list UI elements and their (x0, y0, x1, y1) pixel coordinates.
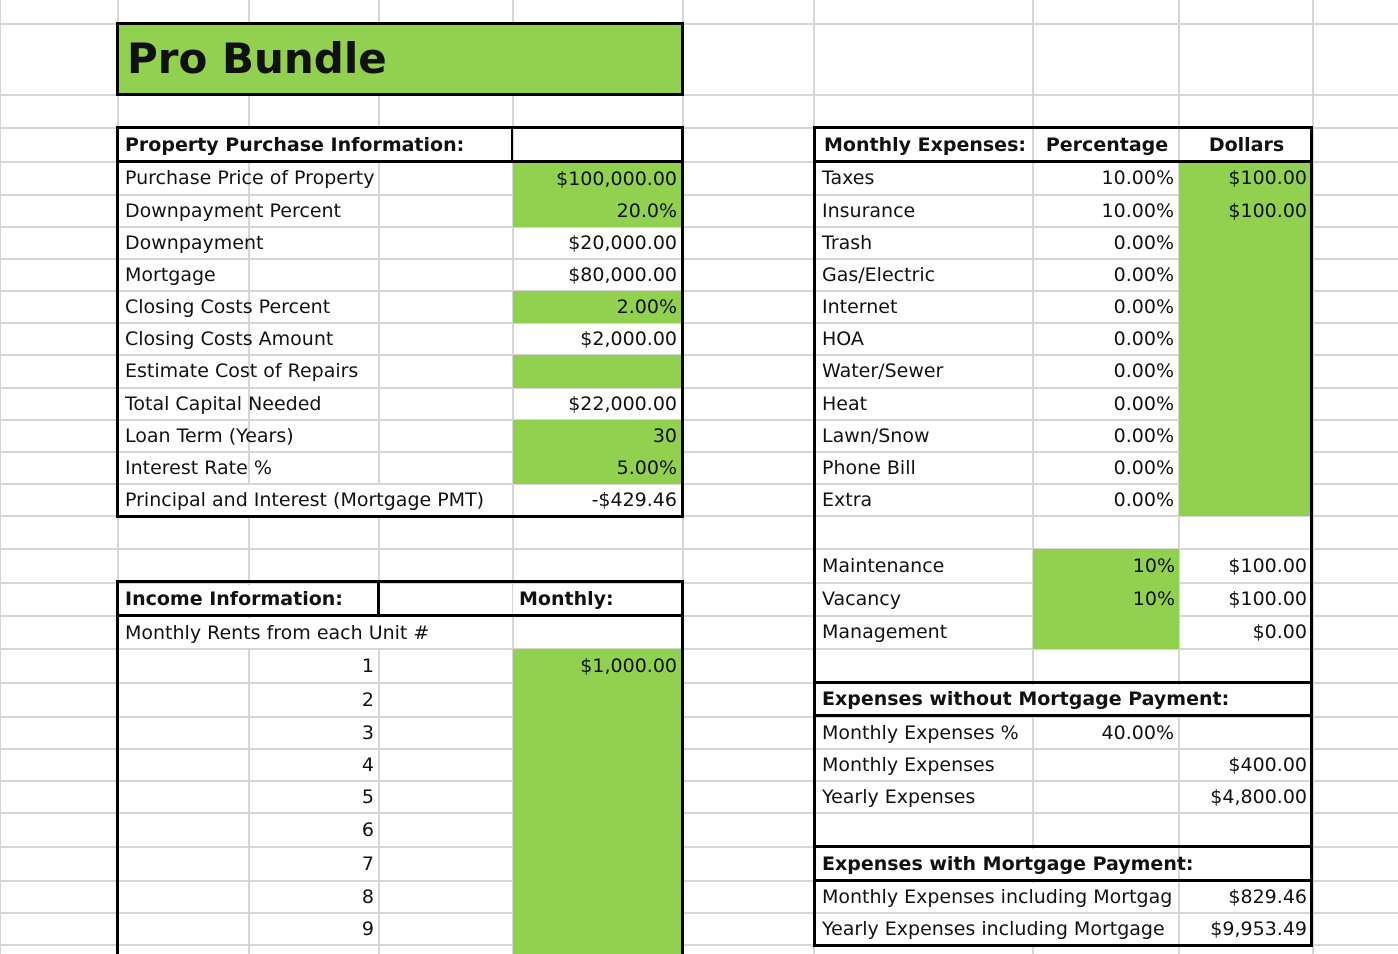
sheet-title-text: Pro Bundle (127, 34, 387, 83)
expense-label[interactable] (816, 260, 1032, 290)
reserve-pct-maintenance[interactable] (1033, 550, 1179, 582)
unit-rent-5[interactable] (513, 782, 681, 812)
unit-number (249, 750, 378, 780)
unit-number (249, 782, 378, 812)
property-value-mortgage[interactable] (514, 260, 681, 290)
gridline (813, 0, 815, 954)
expense-label-text: Extra (822, 488, 873, 511)
property-label-text: Loan Term (Years) (125, 424, 294, 447)
with-mortgage-top-border (813, 845, 1313, 848)
value-text: -$429.46 (591, 488, 677, 511)
property-label-text: Mortgage (125, 263, 216, 286)
reserve-label[interactable] (816, 617, 1032, 648)
income-header-underline (116, 614, 684, 617)
unit-number (249, 882, 378, 912)
expense-label[interactable] (816, 228, 1032, 258)
pct-text: 0.00% (1113, 488, 1174, 511)
value-text: $4,800.00 (1210, 785, 1307, 808)
expense-label-text: Trash (822, 231, 873, 254)
expense-pct[interactable] (1034, 324, 1178, 354)
expense-pct[interactable] (1034, 163, 1178, 194)
expense-label-text: HOA (822, 327, 864, 350)
reserve-label-text: Maintenance (822, 554, 945, 577)
label-text: Monthly Expenses including Mortgag (822, 886, 1173, 908)
property-value-mortgage-pmt[interactable] (514, 485, 681, 515)
value-text: $2,000.00 (580, 327, 677, 350)
value-text: 20.0% (616, 199, 677, 222)
dollars-text: $100.00 (1228, 588, 1307, 610)
dollars-header-text: Dollars (1208, 133, 1285, 156)
expense-dollars-water-sewer[interactable] (1179, 356, 1311, 387)
unit-rent-4[interactable] (513, 750, 681, 780)
expense-dollars-phone[interactable] (1179, 453, 1311, 483)
pct-text: 0.00% (1113, 392, 1174, 415)
property-header-blank[interactable] (514, 129, 681, 161)
property-value-closing-percent[interactable] (513, 291, 681, 323)
pct-text: 0.00% (1113, 424, 1174, 447)
income-border-left (116, 580, 119, 954)
value-text: 2.00% (616, 295, 677, 318)
property-label[interactable] (119, 292, 369, 322)
property-label-text: Downpayment Percent (125, 199, 342, 222)
monthly-header[interactable] (513, 585, 681, 614)
pct-text: 10.00% (1101, 199, 1174, 222)
gridline (0, 944, 1398, 946)
property-label-text: Purchase Price of Property (125, 167, 375, 189)
pct-text: 0.00% (1113, 231, 1174, 254)
property-label-text: Estimate Cost of Repairs (125, 360, 359, 382)
property-value-total-capital[interactable] (514, 389, 681, 419)
header-underline (116, 160, 684, 163)
expense-label-text: Gas/Electric (822, 263, 936, 286)
value-text: 5.00% (616, 456, 677, 479)
property-label-text: Principal and Interest (Mortgage PMT) (125, 488, 485, 511)
expense-label[interactable] (816, 196, 1032, 226)
property-label[interactable] (119, 324, 369, 354)
property-label-text: Total Capital Needed (125, 392, 322, 415)
pct-text: 0.00% (1113, 327, 1174, 350)
reserve-label[interactable] (816, 550, 1032, 582)
income-header-blank[interactable] (381, 585, 511, 614)
unit-number-text: 4 (361, 753, 374, 776)
property-label[interactable] (119, 163, 511, 194)
property-label[interactable] (119, 389, 369, 419)
header-divider (511, 126, 513, 162)
dollars-text: $100.00 (1228, 199, 1307, 222)
unit-number-text: 5 (361, 785, 374, 808)
income-border-right (681, 580, 684, 954)
unit-rent-9[interactable] (513, 914, 681, 944)
without-mortgage-yearly-label[interactable] (816, 782, 1032, 812)
value-text: $100,000.00 (556, 167, 677, 190)
unit-rent-1[interactable] (513, 650, 681, 682)
expense-label[interactable] (816, 485, 1032, 515)
unit-number (249, 684, 378, 716)
pct-text: 10.00% (1101, 167, 1174, 189)
reserve-label-text: Vacancy (822, 588, 901, 610)
property-label-text: Closing Costs Amount (125, 327, 334, 350)
expense-pct[interactable] (1034, 292, 1178, 322)
expense-label[interactable] (816, 389, 1032, 419)
reserve-label[interactable] (816, 584, 1032, 615)
pct-text: 10% (1132, 554, 1175, 577)
gridline (0, 812, 1398, 814)
property-value-purchase-price[interactable] (513, 163, 681, 195)
unit-number (249, 848, 378, 880)
expense-label[interactable] (816, 356, 1032, 387)
property-label-text: Interest Rate % (125, 456, 272, 479)
expense-label-text: Phone Bill (822, 456, 916, 479)
with-mortgage-yearly-label[interactable] (816, 914, 1176, 944)
value-text: $400.00 (1228, 753, 1307, 776)
pct-text: 0.00% (1113, 295, 1174, 318)
expense-dollars-heat[interactable] (1179, 389, 1311, 419)
property-value-repairs[interactable] (513, 355, 681, 388)
property-label[interactable] (119, 260, 247, 290)
value-text: $20,000.00 (568, 231, 677, 254)
unit-number (249, 718, 378, 748)
expense-label-text: Heat (822, 392, 868, 415)
reserve-pct-management[interactable] (1033, 617, 1179, 648)
property-value-closing-amount[interactable] (514, 324, 681, 354)
without-mortgage-pct-value[interactable] (1034, 718, 1178, 748)
property-label[interactable] (119, 228, 369, 258)
property-header-text: Property Purchase Information: (125, 133, 465, 156)
expense-dollars-trash[interactable] (1179, 228, 1311, 258)
expense-label-text: Internet (822, 295, 898, 318)
value-text: $22,000.00 (568, 392, 677, 415)
expense-label[interactable] (816, 163, 1032, 194)
label-text: Yearly Expenses (822, 785, 976, 808)
expenses-header[interactable] (816, 129, 1032, 161)
income-header-divider (377, 580, 380, 616)
expense-dollars-gas-electric[interactable] (1179, 260, 1311, 290)
pct-text: 0.00% (1113, 456, 1174, 479)
rent-text: $1,000.00 (580, 654, 677, 677)
without-mortgage-header-text: Expenses without Mortgage Payment: (822, 688, 1230, 710)
with-mortgage-header-underline (813, 879, 1313, 882)
label-text: Monthly Expenses (822, 753, 995, 776)
expense-dollars-internet[interactable] (1179, 292, 1311, 322)
without-mortgage-monthly-label[interactable] (816, 750, 1032, 780)
label-text: Monthly Expenses % (822, 721, 1019, 744)
expense-pct[interactable] (1034, 389, 1178, 419)
expense-dollars-insurance[interactable] (1179, 196, 1311, 226)
expense-label[interactable] (816, 292, 1032, 322)
without-mortgage-yearly-value[interactable] (1180, 782, 1311, 812)
expense-label[interactable] (816, 324, 1032, 354)
unit-rent-6[interactable] (513, 814, 681, 846)
expense-pct[interactable] (1034, 260, 1178, 290)
without-mortgage-top-border (813, 681, 1313, 684)
without-mortgage-header[interactable] (816, 685, 1311, 714)
property-header[interactable] (119, 129, 511, 161)
unit-number (249, 914, 378, 944)
dollars-text: $100.00 (1228, 554, 1307, 577)
sheet-title[interactable] (117, 23, 683, 95)
expense-pct[interactable] (1034, 356, 1178, 387)
income-border-top (116, 580, 684, 583)
property-value-downpayment[interactable] (514, 228, 681, 258)
reserve-label-text: Management (822, 621, 948, 643)
without-mortgage-header-underline (813, 714, 1313, 717)
percentage-header-text: Percentage (1045, 133, 1169, 156)
unit-number-text: 6 (361, 818, 374, 841)
property-label[interactable] (119, 356, 369, 387)
expense-dollars-lawn-snow[interactable] (1179, 421, 1311, 451)
percentage-header[interactable] (1034, 129, 1178, 161)
dollars-text: $0.00 (1252, 621, 1307, 643)
expense-label[interactable] (816, 453, 1032, 483)
expense-label-text: Lawn/Snow (822, 424, 930, 447)
monthly-header-text: Monthly: (519, 588, 614, 610)
expenses-header-underline (813, 160, 1313, 163)
value-text: 30 (652, 424, 677, 447)
reserve-pct-vacancy[interactable] (1033, 584, 1179, 615)
property-label[interactable] (119, 485, 511, 515)
expense-dollars-extra[interactable] (1179, 485, 1311, 515)
reserve-dollars[interactable] (1180, 550, 1311, 582)
with-mortgage-header[interactable] (816, 849, 1194, 879)
rents-label[interactable] (119, 618, 511, 648)
expense-label-text: Insurance (822, 199, 916, 222)
expense-dollars-taxes[interactable] (1179, 163, 1311, 194)
property-value-interest-rate[interactable] (513, 452, 681, 484)
unit-number-text: 2 (361, 688, 374, 711)
income-header[interactable] (119, 585, 377, 614)
pct-text: 0.00% (1113, 263, 1174, 286)
property-label[interactable] (119, 196, 369, 226)
with-mortgage-yearly-value[interactable] (1180, 914, 1311, 944)
rents-label-text: Monthly Rents from each Unit # (125, 621, 430, 644)
expense-label-text: Water/Sewer (822, 360, 944, 382)
property-label[interactable] (119, 421, 369, 451)
property-label[interactable] (119, 453, 369, 483)
with-mortgage-header-text: Expenses with Mortgage Payment: (822, 852, 1194, 875)
property-value-downpayment-percent[interactable] (513, 195, 681, 227)
unit-number-text: 7 (361, 852, 374, 875)
property-label-text: Downpayment (125, 231, 264, 254)
expense-pct[interactable] (1034, 196, 1178, 226)
expenses-header-text: Monthly Expenses: (824, 133, 1026, 156)
gridline (0, 648, 1398, 650)
property-value-loan-term[interactable] (513, 420, 681, 452)
unit-rent-2[interactable] (513, 684, 681, 716)
unit-number (249, 650, 378, 682)
label-text: Yearly Expenses including Mortgage (822, 917, 1165, 940)
value-text: $9,953.49 (1210, 917, 1307, 940)
without-mortgage-monthly-value[interactable] (1180, 750, 1311, 780)
property-label-text: Closing Costs Percent (125, 295, 331, 318)
unit-rent-3[interactable] (513, 718, 681, 748)
dollars-header[interactable] (1180, 129, 1311, 161)
with-mortgage-monthly-value[interactable] (1180, 883, 1311, 912)
value-text: 40.00% (1101, 721, 1174, 744)
unit-number-text: 9 (361, 917, 374, 940)
expense-pct[interactable] (1034, 228, 1178, 258)
with-mortgage-monthly-label[interactable] (816, 883, 1178, 912)
expense-dollars-hoa[interactable] (1179, 324, 1311, 354)
value-text: $829.46 (1228, 886, 1307, 908)
unit-number-text: 3 (361, 721, 374, 744)
expense-pct[interactable] (1034, 421, 1178, 451)
unit-number-text: 8 (361, 885, 374, 908)
expense-pct[interactable] (1034, 485, 1178, 515)
unit-number (249, 814, 378, 846)
unit-number-text: 1 (361, 654, 374, 677)
expense-label[interactable] (816, 421, 1032, 451)
reserve-dollars[interactable] (1180, 617, 1311, 648)
expense-label-text: Taxes (822, 167, 875, 189)
pct-text: 0.00% (1113, 360, 1174, 382)
unit-rent-8[interactable] (513, 882, 681, 912)
pct-text: 10% (1132, 588, 1175, 610)
value-text: $80,000.00 (568, 263, 677, 286)
gridline (1312, 0, 1314, 954)
without-mortgage-pct-label[interactable] (816, 718, 1032, 748)
income-header-text: Income Information: (125, 588, 343, 610)
dollars-text: $100.00 (1228, 167, 1307, 189)
unit-rent-7[interactable] (513, 848, 681, 880)
reserve-dollars[interactable] (1180, 584, 1311, 615)
expense-pct[interactable] (1034, 453, 1178, 483)
